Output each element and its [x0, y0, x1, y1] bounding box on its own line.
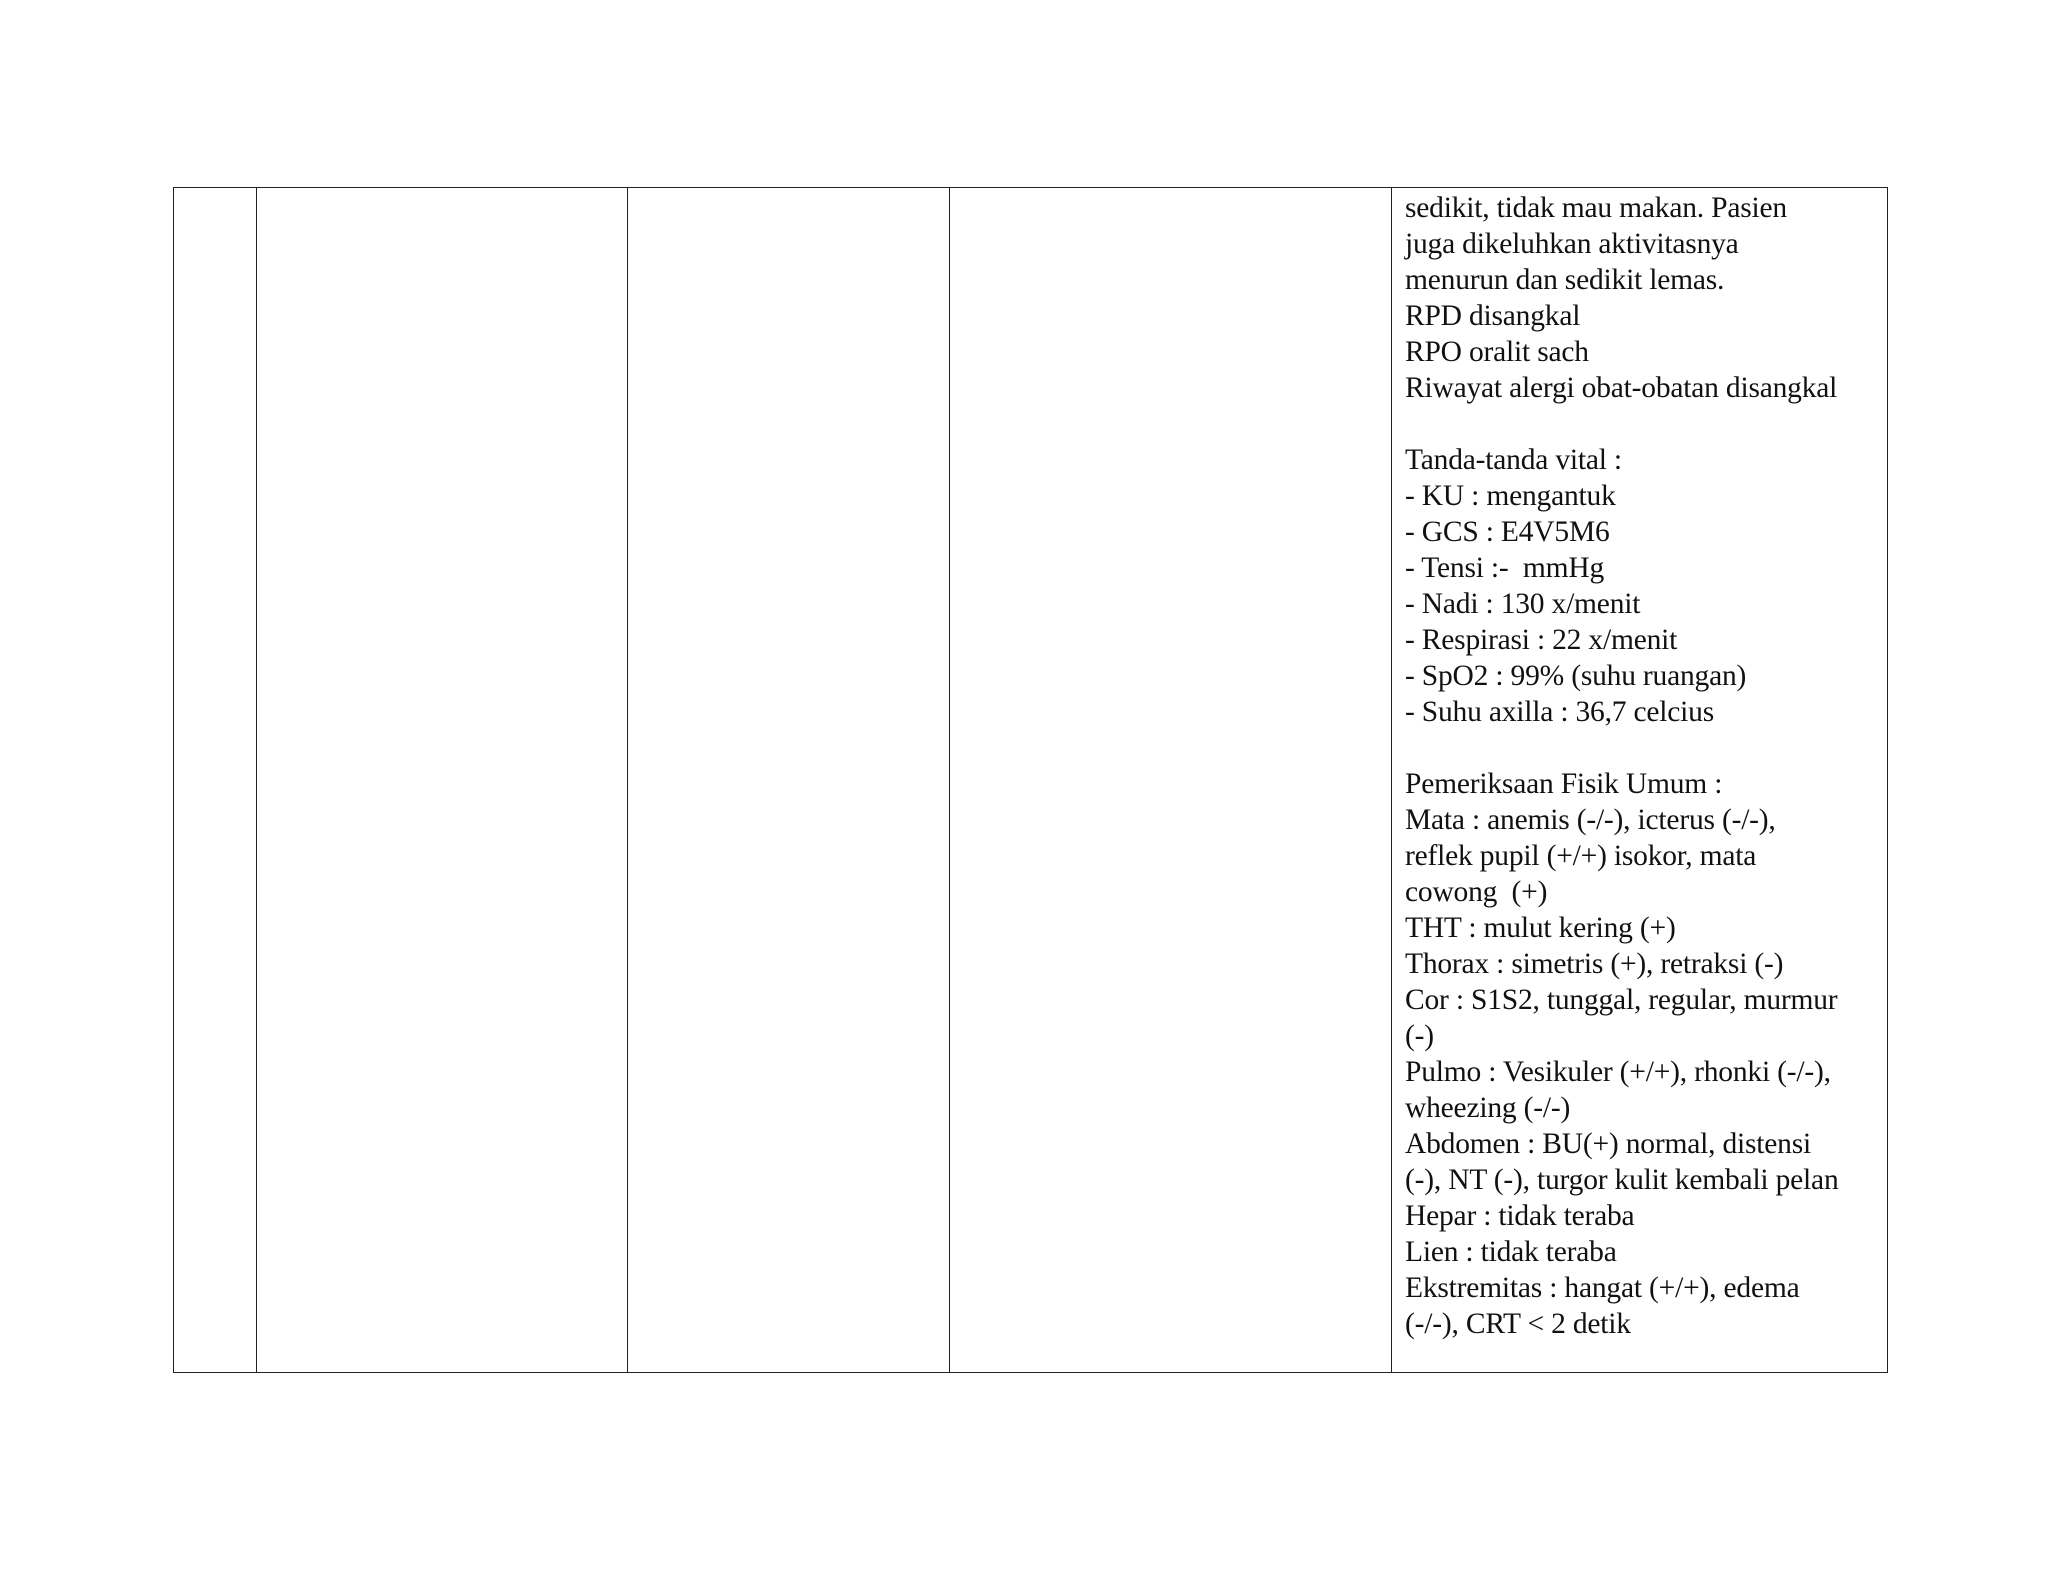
table-row: [174, 188, 1888, 1373]
exam-line: reflek pupil (+/+) isokor, mata: [1405, 840, 1757, 872]
exam-line: Ekstremitas : hangat (+/+), edema: [1405, 1272, 1800, 1304]
vital-sign-line: - Respirasi : 22 x/menit: [1405, 624, 1678, 656]
spacer: [1405, 406, 1879, 442]
history-line: RPD disangkal: [1405, 300, 1581, 332]
vital-sign-line: - Suhu axilla : 36,7 celcius: [1405, 696, 1715, 728]
cell-clinical-notes: [1392, 188, 1888, 1373]
exam-line: Lien : tidak teraba: [1405, 1236, 1617, 1268]
vitals-heading: Tanda-tanda vital :: [1405, 444, 1622, 476]
exam-line: Thorax : simetris (+), retraksi (-): [1405, 948, 1784, 980]
exam-line: Pulmo : Vesikuler (+/+), rhonki (-/-),: [1405, 1056, 1831, 1088]
cell-number: [174, 188, 257, 1373]
vital-sign-line: - Nadi : 130 x/menit: [1405, 588, 1641, 620]
cell-column-2: [257, 188, 628, 1373]
exam-line: Cor : S1S2, tunggal, regular, murmur: [1405, 984, 1838, 1016]
exam-heading: Pemeriksaan Fisik Umum :: [1405, 768, 1723, 800]
cell-column-3: [628, 188, 950, 1373]
exam-line: Abdomen : BU(+) normal, distensi: [1405, 1128, 1811, 1160]
exam-line: Mata : anemis (-/-), icterus (-/-),: [1405, 804, 1776, 836]
exam-line: (-), NT (-), turgor kulit kembali pelan: [1405, 1164, 1839, 1196]
vital-sign-line: - KU : mengantuk: [1405, 480, 1616, 512]
exam-line: (-/-), CRT < 2 detik: [1405, 1308, 1631, 1340]
history-line: juga dikeluhkan aktivitasnya: [1405, 228, 1739, 260]
spacer: [1405, 730, 1879, 766]
exam-line: wheezing (-/-): [1405, 1092, 1571, 1124]
history-line: RPO oralit sach: [1405, 336, 1589, 368]
history-line: menurun dan sedikit lemas.: [1405, 264, 1725, 296]
exam-line: cowong (+): [1405, 876, 1548, 908]
history-line: Riwayat alergi obat-obatan disangkal: [1405, 372, 1838, 404]
medical-record-table: [173, 187, 1888, 1373]
vital-sign-line: - Tensi :- mmHg: [1405, 552, 1605, 584]
cell-column-4: [950, 188, 1392, 1373]
exam-line: THT : mulut kering (+): [1405, 912, 1676, 944]
exam-line: Hepar : tidak teraba: [1405, 1200, 1635, 1232]
clinical-notes: [1392, 188, 1887, 1342]
history-line: sedikit, tidak mau makan. Pasien: [1405, 192, 1787, 224]
vital-sign-line: - SpO2 : 99% (suhu ruangan): [1405, 660, 1747, 692]
vital-sign-line: - GCS : E4V5M6: [1405, 516, 1610, 548]
exam-line: (-): [1405, 1020, 1434, 1052]
